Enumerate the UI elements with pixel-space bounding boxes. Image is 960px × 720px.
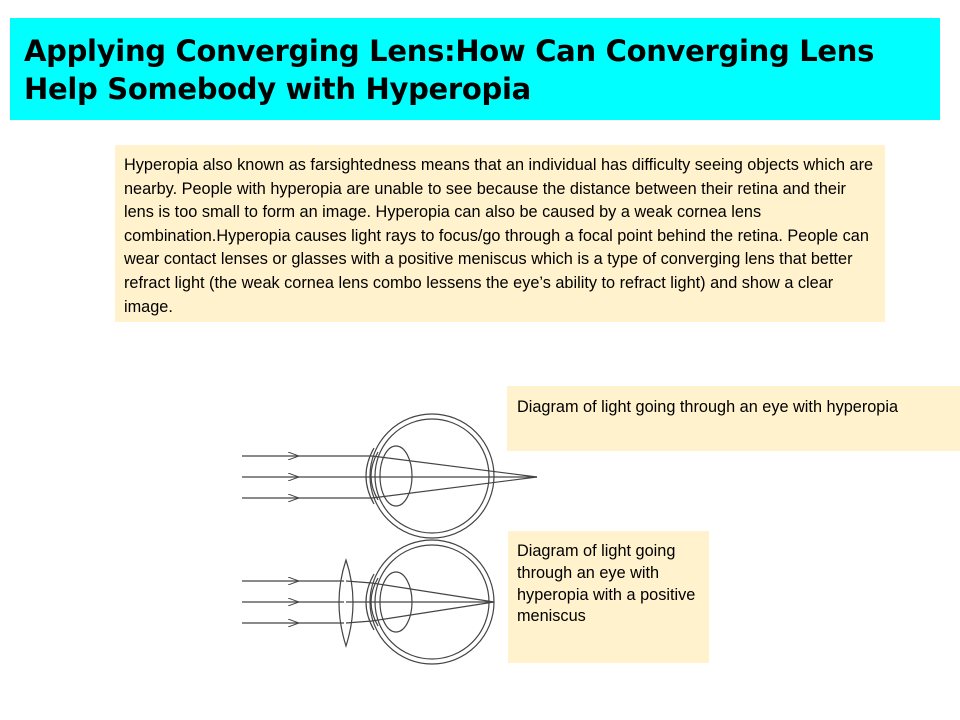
incoming-light-rays <box>242 581 344 623</box>
hyperopia-eye-diagram <box>242 414 537 538</box>
diagram1-caption: Diagram of light going through an eye with hyperopia <box>507 386 960 451</box>
intro-text-box: Hyperopia also known as farsightedness means that an individual has difficulty seeing objects which are nearby. People with hyperopia are unable to see because the distance between their retina and their lens is too small to form an image. Hyperopia can also be caused by a weak cornea lens combination.Hyperopia causes light rays to focus/go through a focal point behind the retina. People can wear contact lenses or glasses with a positive meniscus which is a type of converging lens that better refract light (the weak cornea lens combo lessens the eye’s ability to refract light) and show a clear image. <box>115 145 885 322</box>
refracted-rays <box>372 456 537 498</box>
slide-title: Applying Converging Lens:How Can Converging Lens Help Somebody with Hyperopia <box>24 34 875 106</box>
eye-lens <box>380 446 412 506</box>
eyeball <box>366 414 494 538</box>
corrected-eye-diagram <box>242 540 494 664</box>
incoming-light-rays <box>242 456 372 498</box>
diagram2-caption: Diagram of light going through an eye with hyperopia with a positive meniscus <box>508 531 709 663</box>
positive-meniscus-lens <box>339 560 353 646</box>
